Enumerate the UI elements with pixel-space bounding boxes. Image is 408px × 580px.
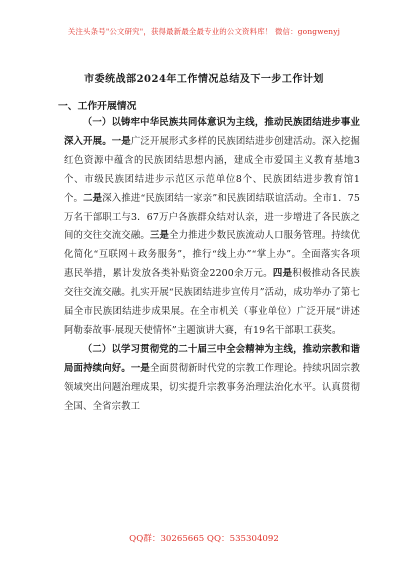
paragraph-1-lead: （一）以铸牢中华民族共同体意识为主线，推动民族团结进步事业深入开展。 xyxy=(64,117,360,147)
item-text: 广泛开展形式多样的民族团结进步创建活动。深入挖掘红色资源中蕴含的民族团结思想内涵，建成全市爱国主义教育基地3个、市级民族团结进步示范区示范单位8个、民族团结进步教育馆1个。 xyxy=(64,135,360,204)
item-text: 深入推进“民族团结一家亲”和民族团结联谊活动。全市1．75万名干部职工与3．67万户各族群众结对认亲，进一步增进了各民族之间的交往交流交融。 xyxy=(64,192,360,242)
section-heading: 一、工作开展情况 xyxy=(58,101,137,112)
paragraph-2 xyxy=(64,341,360,417)
footer-contact: QQ群：30265665 QQ：535304092 xyxy=(129,534,279,544)
item-text: 全面贯彻新时代党的宗教工作理论。持续巩固宗教领域突出问题治理成果，切实提升宗教事务治理法治化水平。认真贯彻全国、全省宗教工 xyxy=(64,362,360,412)
promo-banner: 关注头条号"公文研究"，获得最新最全最专业的公文资料库！ 微信：gongwenyj xyxy=(67,27,341,36)
paragraph-2-lead: （二）以学习贯彻党的二十届三中全会精神为主线，推动宗教和谐局面持续向好。 xyxy=(64,343,360,374)
item-text: 全力推进少数民族流动人口服务管理。持续优化简化“互联网＋政务服务”，推行“线上办”“掌上办”。全面落实各项惠民举措，累计发放各类补贴资金2200余万元。 xyxy=(64,230,360,280)
item-label: 三是 xyxy=(149,230,170,242)
document-body xyxy=(64,114,360,417)
item-label: 一是 xyxy=(111,135,131,147)
item-label: 一是 xyxy=(130,362,150,374)
item-text: 积极推动各民族交往交流交融。扎实开展“民族团结进步宣传月”活动，成功举办了第七届全市民族团结进步成果展。在全市机关（事业单位）广泛开展“讲述阿勒泰故事·展现天使情怀”主题演讲大赛，有19名干部职工获奖。 xyxy=(64,268,360,336)
item-label: 四是 xyxy=(272,268,293,280)
document-title: 市委统战部2024年工作情况总结及下一步工作计划 xyxy=(84,74,324,85)
item-label: 二是 xyxy=(83,192,103,204)
paragraph-1 xyxy=(64,114,360,341)
